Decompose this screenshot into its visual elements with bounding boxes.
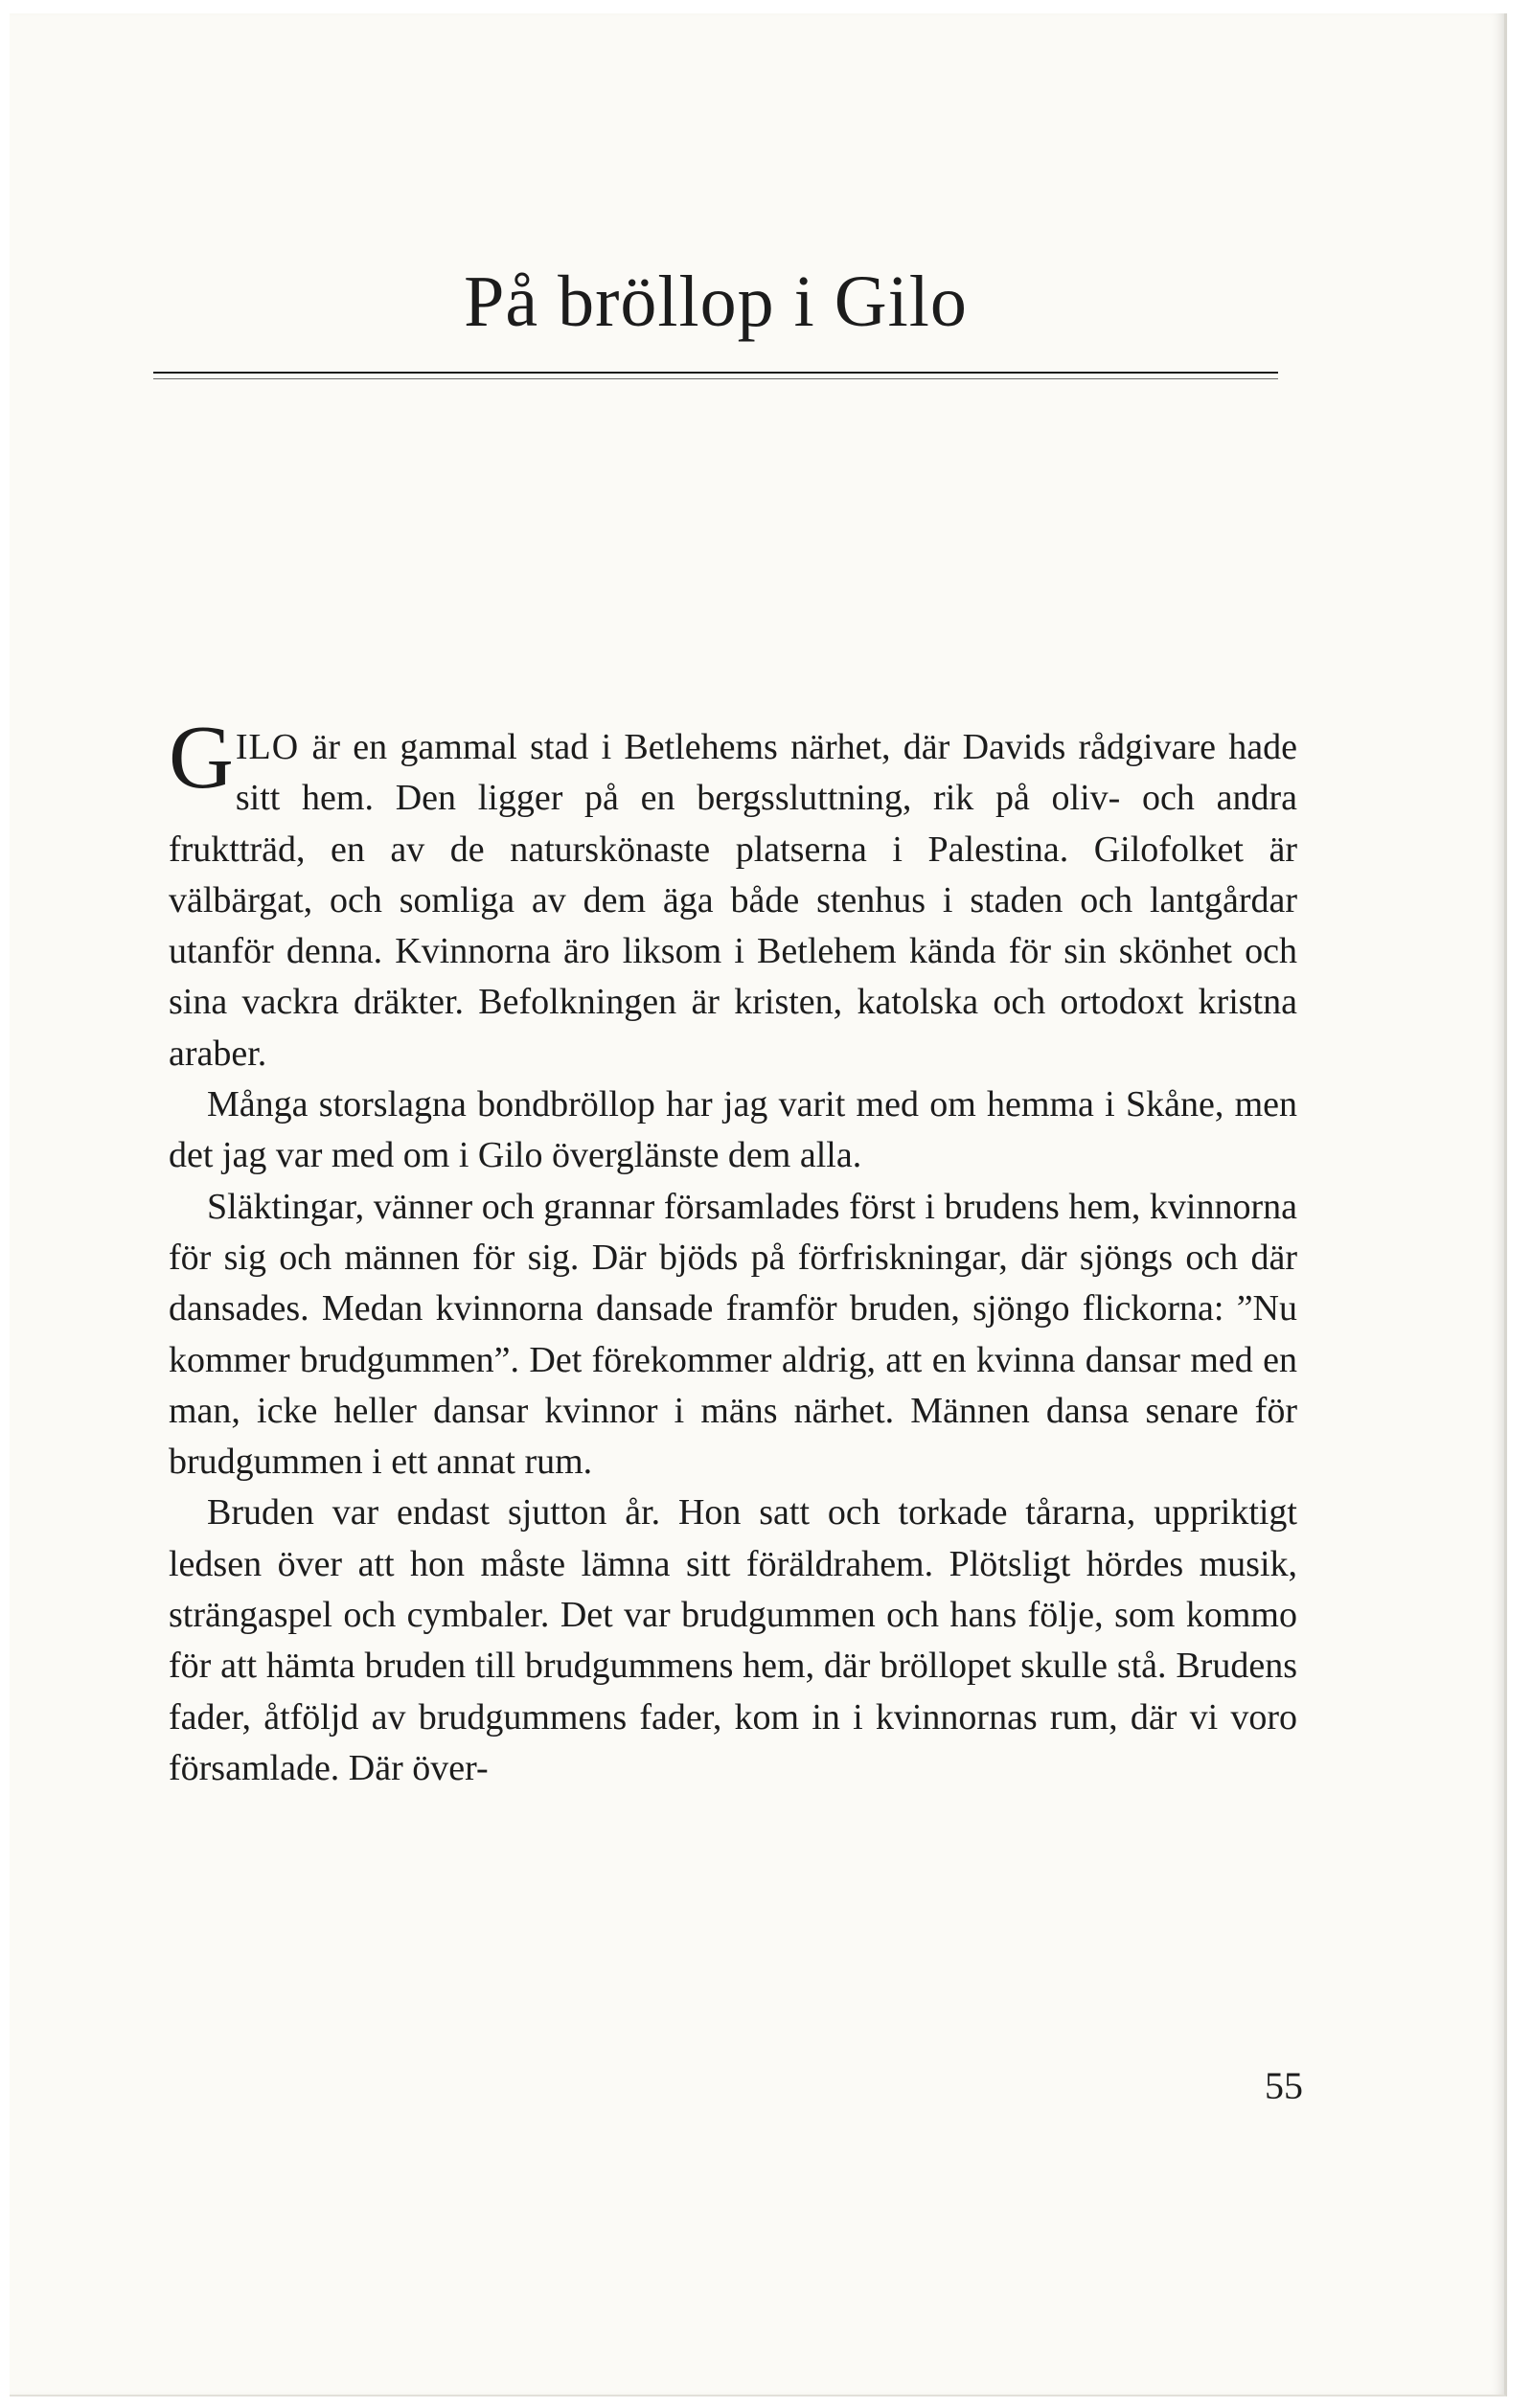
chapter-title: På bröllop i Gilo [464, 261, 968, 342]
book-page [10, 13, 1507, 2397]
drop-cap: G [169, 708, 234, 807]
title-divider-thin [153, 378, 1278, 379]
paragraph-3: Släktingar, vänner och grannar församlades först i brudens hem, kvinnorna för sig och männen för sig. Där bjöds på förfriskningar, där sjöngs och där dansades. Medan kvinnorna dansade framför bruden, sjöngo flickorna: ”Nu kommer brudgummen”. Det förekommer aldrig, att en kvinna dansar med en man, icke heller dansar kvinnor i mäns närhet. Männen dansa senare för brudgummen i ett annat rum. [169, 1186, 1297, 1483]
paragraph-1-text: är en gammal stad i Betlehems närhet, där Davids rådgivare hade sitt hem. Den ligger på en bergssluttning, rik på oliv- och andra fruktträd, en av de naturskönaste platserna i Palestina. Gilofolket är välbärgat, och somliga av dem äga både stenhus i staden och lantgårdar utanför denna. Kvinnorna äro liksom i Betlehem kända för sin skönhet och sina vackra dräkter. Befolkningen är kristen, katolska och ortodoxt kristna araber. [169, 727, 1297, 1074]
paragraph-2: Många storslagna bondbröllop har jag varit med om hemma i Skåne, men det jag var med om i Gilo överglänste dem alla. [169, 1084, 1297, 1176]
title-divider [153, 372, 1278, 374]
first-word-rest: ILO [235, 727, 300, 767]
paragraph-4: Bruden var endast sjutton år. Hon satt och torkade tårarna, uppriktigt ledsen över att hon måste lämna sitt föräldrahem. Plötsligt hördes musik, strängaspel och cymbaler. Det var brudgummen och hans följe, som kommo för att hämta bruden till brudgummens hem, där bröllopet skulle stå. Brudens fader, åtföljd av brudgummens fader, kom in i kvinnornas rum, där vi voro församlade. Där över- [169, 1492, 1297, 1788]
chapter-body [169, 708, 1297, 1794]
paragraph-1 [169, 708, 1297, 1079]
page-number: 55 [1265, 2064, 1303, 2107]
